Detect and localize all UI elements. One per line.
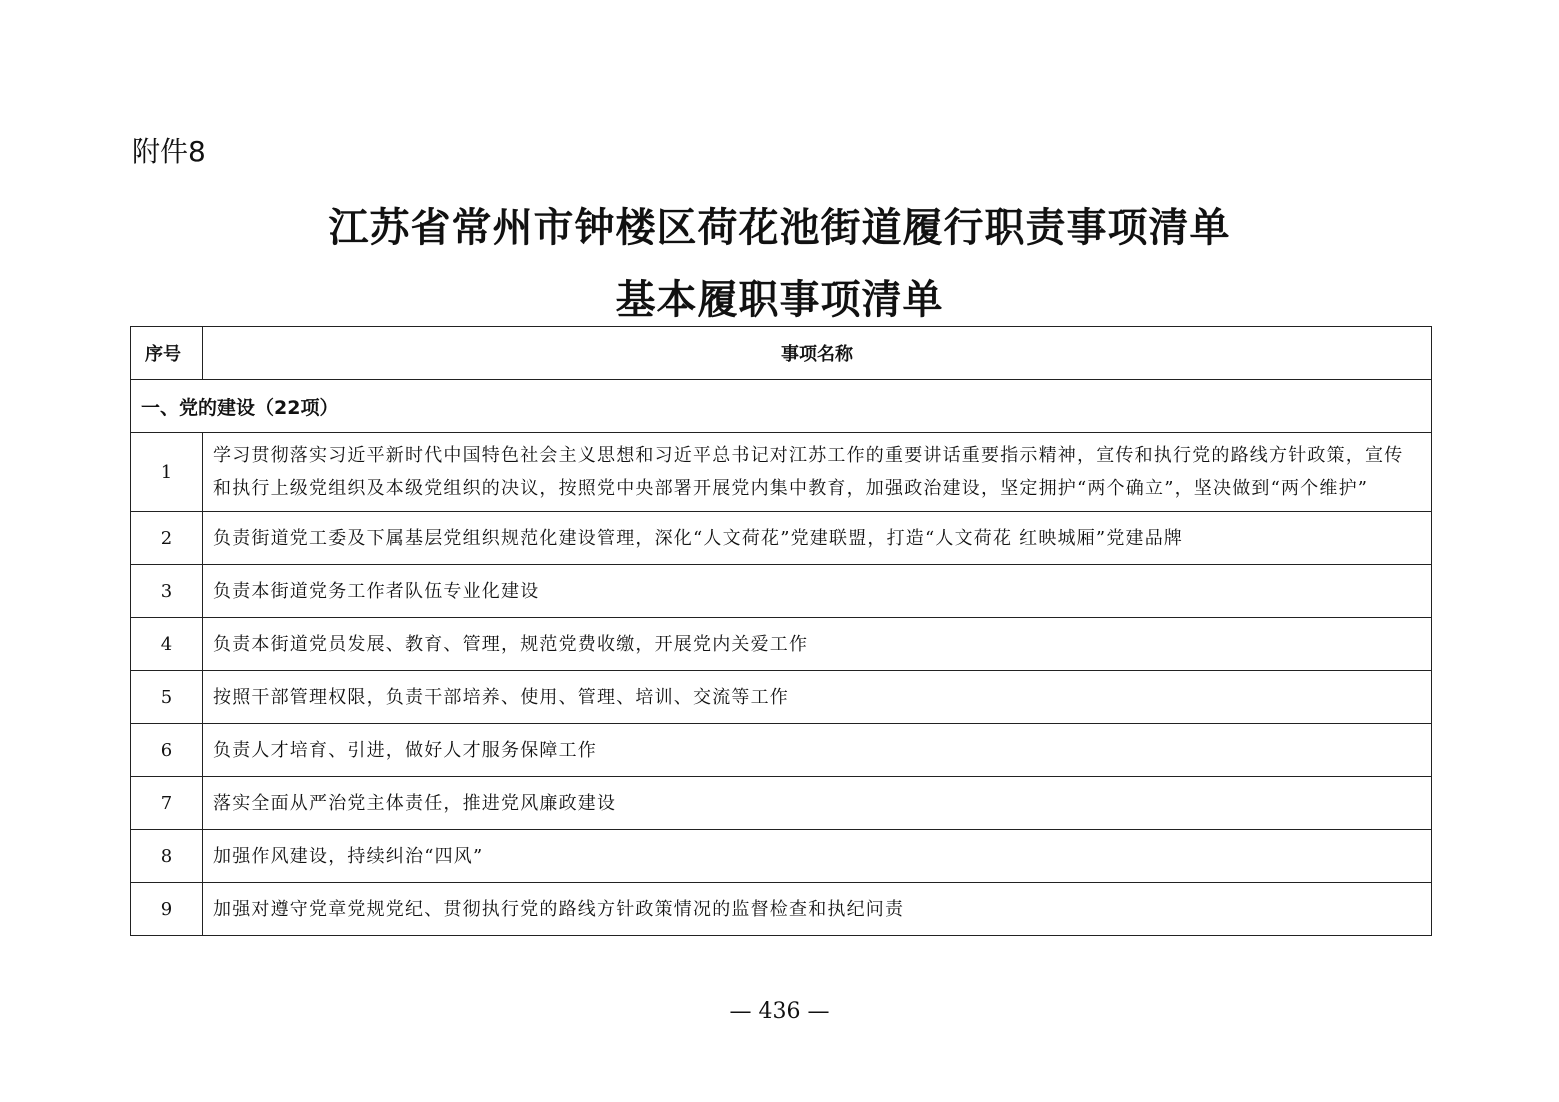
row-number: 2 [131, 512, 203, 565]
row-item-name: 学习贯彻落实习近平新时代中国特色社会主义思想和习近平总书记对江苏工作的重要讲话重要指示精神，宣传和执行党的路线方针政策，宣传和执行上级党组织及本级党组织的决议，按照党中央部署开展党内集中教育，加强政治建设，坚定拥护“两个确立”，坚决做到“两个维护” [203, 433, 1432, 512]
table-row [131, 883, 1432, 936]
table-header-row [131, 327, 1432, 380]
row-number: 4 [131, 618, 203, 671]
row-item-name: 负责本街道党员发展、教育、管理，规范党费收缴，开展党内关爱工作 [203, 618, 1432, 671]
row-number: 7 [131, 777, 203, 830]
table-row [131, 671, 1432, 724]
section-title: 一、党的建设（22项） [131, 380, 1432, 433]
row-number: 8 [131, 830, 203, 883]
row-number: 9 [131, 883, 203, 936]
page-number: — 436 — [729, 999, 830, 1024]
header-item-name: 事项名称 [203, 327, 1432, 380]
table-row [131, 777, 1432, 830]
header-number: 序号 [131, 327, 203, 380]
row-number: 3 [131, 565, 203, 618]
attachment-label: 附件8 [132, 135, 206, 168]
row-number: 6 [131, 724, 203, 777]
document-subtitle: 基本履职事项清单 [615, 276, 944, 323]
row-number: 5 [131, 671, 203, 724]
table-row [131, 724, 1432, 777]
row-item-name: 按照干部管理权限，负责干部培养、使用、管理、培训、交流等工作 [203, 671, 1432, 724]
table-row [131, 433, 1432, 512]
table-row [131, 618, 1432, 671]
document-title: 江苏省常州市钟楼区荷花池街道履行职责事项清单 [328, 204, 1231, 251]
table-row [131, 565, 1432, 618]
row-number: 1 [131, 433, 203, 512]
row-item-name: 落实全面从严治党主体责任，推进党风廉政建设 [203, 777, 1432, 830]
row-item-name: 负责街道党工委及下属基层党组织规范化建设管理，深化“人文荷花”党建联盟，打造“人文荷花 红映城厢”党建品牌 [203, 512, 1432, 565]
table-row [131, 830, 1432, 883]
row-item-name: 加强作风建设，持续纠治“四风” [203, 830, 1432, 883]
row-item-name: 负责本街道党务工作者队伍专业化建设 [203, 565, 1432, 618]
section-row [131, 380, 1432, 433]
row-item-name: 加强对遵守党章党规党纪、贯彻执行党的路线方针政策情况的监督检查和执纪问责 [203, 883, 1432, 936]
duty-list-table [130, 326, 1432, 936]
table-row [131, 512, 1432, 565]
row-item-name: 负责人才培育、引进，做好人才服务保障工作 [203, 724, 1432, 777]
